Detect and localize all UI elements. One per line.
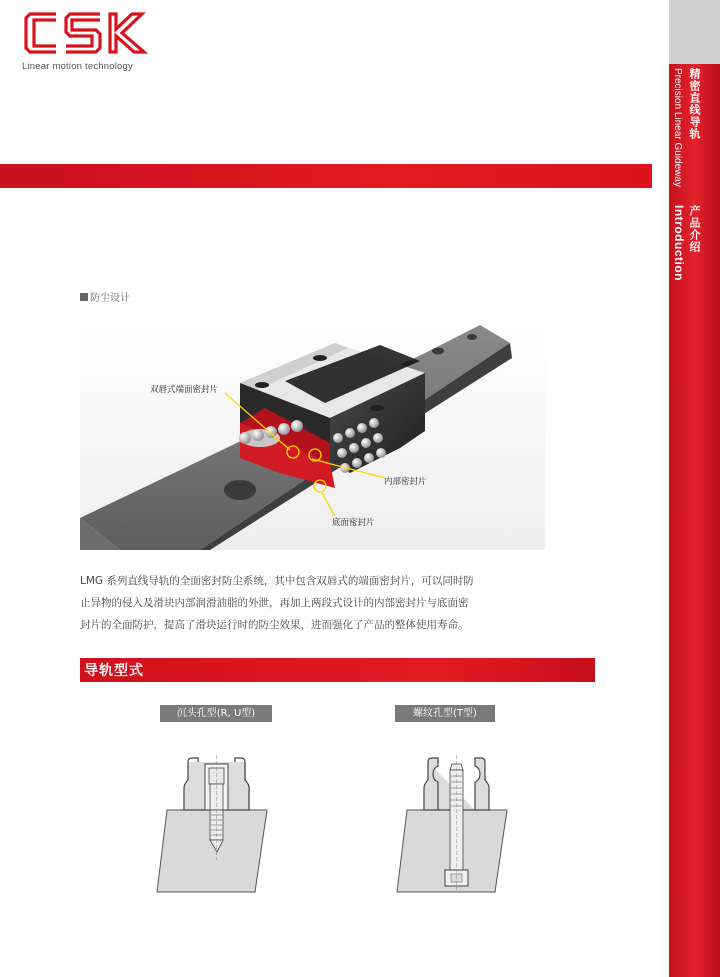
rail-types-heading: 导轨型式 [84,663,144,679]
paragraph-line: LMG 系列直线导轨的全面密封防尘系统，其中包含双唇式的端面密封片，可以同时防 [80,575,474,587]
dust-section-label [80,289,130,304]
csk-logo [22,8,156,72]
csk-logo-mark [22,8,156,58]
callout-bottom-seal: 底面密封片 [332,518,375,528]
diagram-counterbore [155,740,275,899]
callout-inner-seal: 内部密封片 [384,477,427,487]
square-bullet-icon [80,293,88,301]
type-tag-counterbore: 沉头孔型(R, U型) [160,705,272,722]
logo-tagline: Linear motion technology [22,61,133,72]
dust-description [80,570,520,636]
dust-label-text: 防尘设计 [90,293,130,304]
type-tag-tapped: 螺纹孔型(T型) [395,705,495,722]
paragraph-line: 止异物的侵入及滑块内部润滑油脂的外泄，再加上两段式设计的内部密封片与底面密 [80,597,469,609]
paragraph-line: 封片的全面防护，提高了滑块运行时的防尘效果，进而强化了产品的整体使用寿命。 [80,619,469,631]
sidebar-gray-cap [669,0,720,64]
guideway-illustration [80,313,545,550]
header-red-band [0,164,652,188]
guideway-photo [80,313,545,550]
callout-end-seal: 双唇式端面密封片 [150,385,219,395]
sidebar-cn-section: 产品介绍 [688,205,701,253]
sidebar-en-title: Precision Linear Guideway [672,68,683,187]
sidebar-en-section: Introduction [672,205,686,281]
rail-types-heading-bar [80,658,595,682]
sidebar-cn-title: 精密直线导轨 [688,68,701,140]
diagram-tapped [395,740,515,899]
